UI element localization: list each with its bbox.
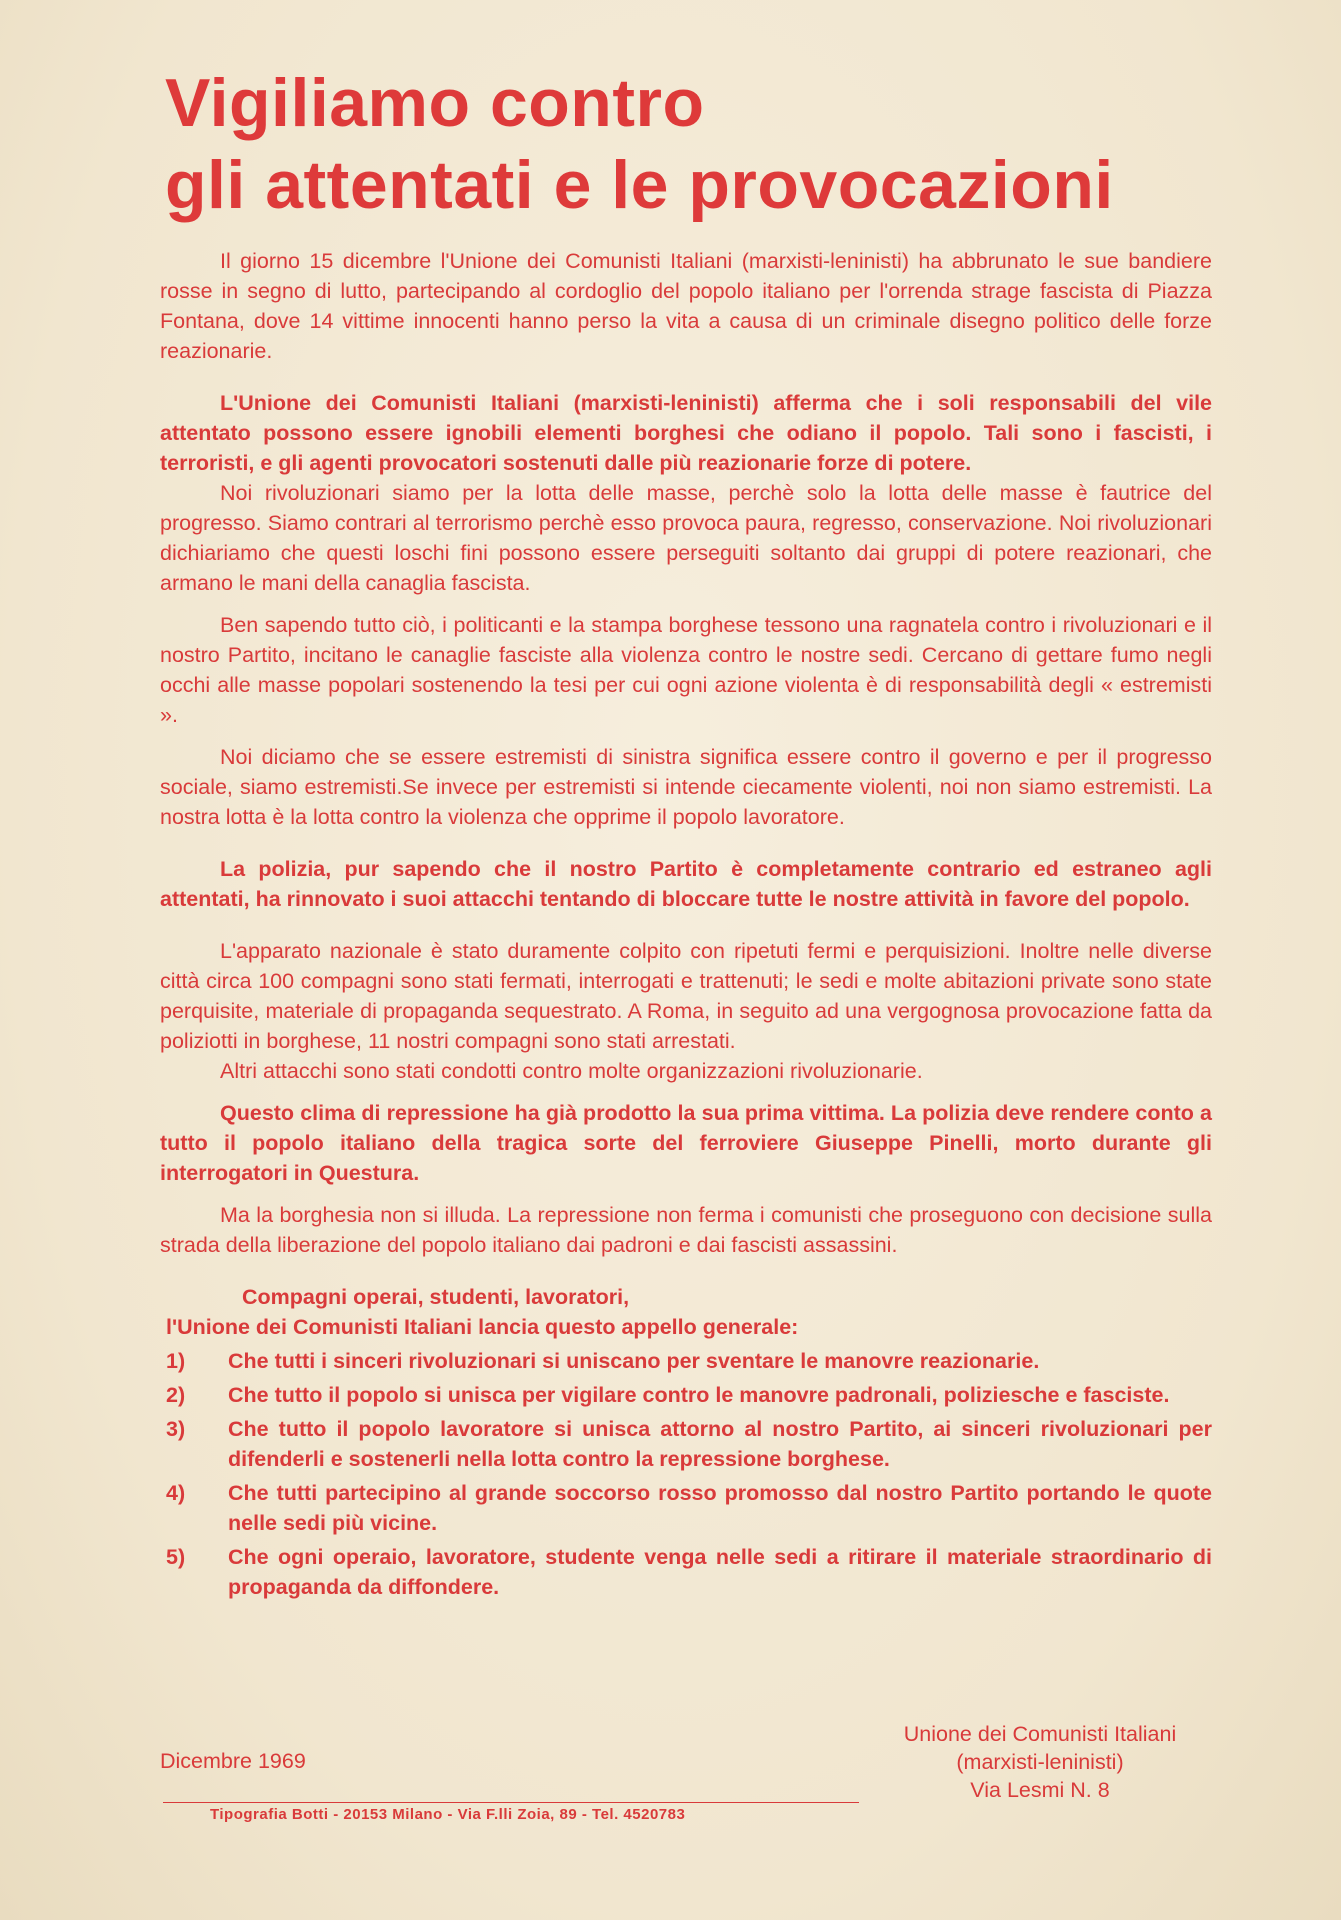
appeal-item: [160, 1542, 1212, 1602]
footer-divider: [163, 1802, 859, 1803]
appeal-item-text: Che tutto il popolo lavoratore si unisca attorno al nostro Partito, ai sinceri rivoluzionari per difenderli e sostenerli nella lotta contro la repressione borghese.: [228, 1417, 1212, 1471]
appeal-item-number: 2): [166, 1383, 186, 1407]
signature-line-3: Via Lesmi N. 8: [970, 1778, 1110, 1802]
appeal-item-number: 4): [166, 1481, 186, 1505]
paragraph: Ben sapendo tutto ciò, i politicanti e la stampa borghese tessono una ragnatela contro i rivoluzionari e il nostro Partito, incitano le canaglie fasciste alla violenza contro le nostre sedi. Cercano di gettare fumo negli occhi alle masse popolari sostenendo la tesi per cui ogni azione violenta è di responsabilità degli « estremisti ».: [160, 613, 1212, 727]
signature-block: [840, 1720, 1240, 1804]
date-text: Dicembre 1969: [160, 1749, 306, 1773]
appeal-item-text: Che tutti i sinceri rivoluzionari si uniscano per sventare le manovre reazionarie.: [228, 1349, 1040, 1373]
appeal-item-number: 5): [166, 1545, 186, 1569]
appeal-section: [160, 1282, 1212, 1602]
appeal-item-text: Che tutto il popolo si unisca per vigilare contro le manovre padronali, poliziesche e fasciste.: [228, 1383, 1170, 1407]
appeal-list: [160, 1346, 1212, 1602]
paragraph-bold: L'Unione dei Comunisti Italiani (marxisti-leninisti) afferma che i soli responsabili del vile attentato possono essere ignobili elementi borghesi che odiano il popolo. Tali sono i fascisti, i terroristi, e gli agenti provocatori sostenuti dalle più reazionarie forze di potere.: [160, 391, 1212, 475]
appeal-item: [160, 1414, 1212, 1474]
printer-credit: Tipografia Botti - 20153 Milano - Via F.lli Zoia, 89 - Tel. 4520783: [210, 1806, 686, 1823]
appeal-heading-line-2: l'Unione dei Comunisti Italiani lancia questo appello generale:: [166, 1315, 799, 1339]
appeal-item-text: Che ogni operaio, lavoratore, studente venga nelle sedi a ritirare il materiale straordinario di propaganda da diffondere.: [228, 1545, 1212, 1599]
paragraph: Il giorno 15 dicembre l'Unione dei Comunisti Italiani (marxisti-leninisti) ha abbrunato le sue bandiere rosse in segno di lutto, partecipando al cordoglio del popolo italiano per l'orrenda strage fascista di Piazza Fontana, dove 14 vittime innocenti hanno perso la vita a causa di un criminale disegno politico delle forze reazionarie.: [160, 249, 1212, 363]
appeal-item-text: Che tutti partecipino al grande soccorso rosso promosso dal nostro Partito portando le quote nelle sedi più vicine.: [228, 1481, 1212, 1535]
appeal-item: [160, 1478, 1212, 1538]
paragraph: L'apparato nazionale è stato duramente colpito con ripetuti fermi e perquisizioni. Inoltre nelle diverse città circa 100 compagni sono stati fermati, interrogati e trattenuti; le sedi e molte abitazioni private sono state perquisite, materiale di propaganda sequestrato. A Roma, in seguito ad una vergognosa provocazione fatta da poliziotti in borghese, 11 nostri compagni sono stati arrestati.: [160, 939, 1212, 1053]
poster-body: [160, 246, 1212, 1606]
title-line-2: gli attentati e le provocazioni: [165, 147, 1114, 223]
appeal-item: [160, 1346, 1212, 1376]
appeal-item-number: 1): [166, 1349, 186, 1373]
paragraph: Ma la borghesia non si illuda. La repressione non ferma i comunisti che proseguono con decisione sulla strada della liberazione del popolo italiano dai padroni e dai fascisti assassini.: [160, 1203, 1212, 1257]
paragraph: Noi rivoluzionari siamo per la lotta delle masse, perchè solo la lotta delle masse è fautrice del progresso. Siamo contrari al terrorismo perchè esso provoca paura, regresso, conservazione. Noi rivoluzionari dichiariamo che questi loschi fini possono essere perseguiti soltanto dai gruppi di potere reazionari, che armano le mani della canaglia fascista.: [160, 481, 1212, 595]
signature-line-1: Unione dei Comunisti Italiani: [903, 1722, 1177, 1746]
paragraph: Noi diciamo che se essere estremisti di sinistra significa essere contro il governo e per il progresso sociale, siamo estremisti.Se invece per estremisti si intende ciecamente violenti, noi non siamo estremisti. La nostra lotta è la lotta contro la violenza che opprime il popolo lavoratore.: [160, 745, 1212, 829]
signature-line-2: (marxisti-leninisti): [956, 1750, 1124, 1774]
appeal-heading: [160, 1282, 1212, 1342]
appeal-item: [160, 1380, 1212, 1410]
poster-title: [165, 62, 1265, 226]
appeal-heading-line-1: Compagni operai, studenti, lavoratori,: [242, 1285, 630, 1309]
paragraph-bold: Questo clima di repressione ha già prodotto la sua prima vittima. La polizia deve rendere conto a tutto il popolo italiano della tragica sorte del ferroviere Giuseppe Pinelli, morto durante gli interrogatori in Questura.: [160, 1101, 1212, 1185]
appeal-item-number: 3): [166, 1417, 186, 1441]
paragraph-bold: La polizia, pur sapendo che il nostro Partito è completamente contrario ed estraneo agli attentati, ha rinnovato i suoi attacchi tentando di bloccare tutte le nostre attività in favore del popolo.: [160, 857, 1212, 911]
paragraph: Altri attacchi sono stati condotti contro molte organizzazioni rivoluzionarie.: [220, 1059, 923, 1083]
title-line-1: Vigiliamo contro: [165, 65, 705, 141]
